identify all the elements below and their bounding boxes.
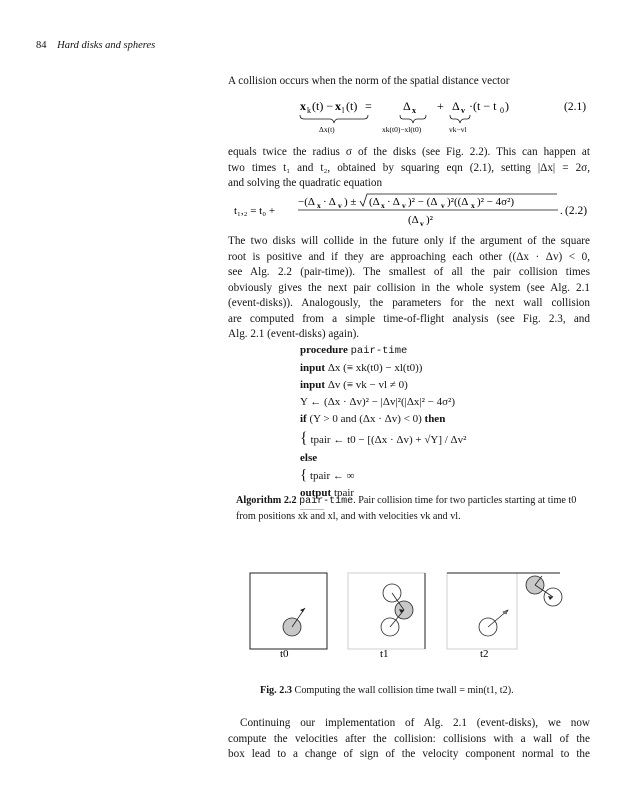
box-t0	[250, 573, 327, 649]
figure-2-3	[240, 560, 590, 660]
paragraph-1	[228, 145, 590, 192]
svg-text:(t) −: (t) −	[312, 99, 334, 113]
alg-caption-text: Pair collision time for two particles starting at time t0 from positions xk and xl, and with velocities vk and vl.	[236, 495, 577, 522]
eq21-equals: =	[365, 99, 372, 113]
alg-caption-label: Algorithm 2.2	[236, 495, 297, 506]
svg-text:)² − 4σ²): )² − 4σ²)	[477, 196, 515, 208]
alg-input-2: input Δv (≡ vk − vl ≠ 0)	[300, 379, 408, 391]
svg-text:)²: )²	[426, 214, 433, 226]
eq21-number: (2.1)	[564, 101, 587, 113]
algorithm-caption: Algorithm 2.2 pair-time. Pair collision time for two particles starting at time t0 from positions xk and xl, and with velocities vk and vl.	[236, 495, 577, 522]
running-title: Hard disks and spheres	[57, 40, 156, 51]
alg-else-body: { tpair ← ∞	[300, 467, 355, 483]
svg-text:)²((Δ: )²((Δ	[447, 196, 469, 208]
svg-text:·(t − t: ·(t − t	[469, 99, 497, 113]
svg-text:v: v	[338, 201, 342, 210]
svg-text:l: l	[342, 106, 345, 115]
equation-2-1	[228, 96, 590, 136]
svg-text:x: x	[412, 106, 416, 115]
page-number: 84	[36, 40, 47, 51]
panel-label-t1: t1	[380, 648, 389, 660]
svg-text:): )	[505, 99, 509, 113]
svg-text:x: x	[471, 201, 475, 210]
svg-text:+: +	[437, 99, 444, 113]
paragraph-3-line: compute the velocities after the collision: collisions with a wall of the	[228, 732, 590, 745]
svg-text:x: x	[335, 99, 341, 113]
alg-output-line: output tpair	[300, 487, 355, 499]
eq22-lhs: t₁,₂ = t₀ +	[234, 205, 276, 217]
eq21-underbrace-1	[300, 115, 368, 123]
svg-text:(Δ: (Δ	[408, 214, 419, 226]
svg-text:(Δ: (Δ	[369, 196, 380, 208]
panel-label-t0: t0	[280, 648, 289, 660]
svg-text:Δ: Δ	[452, 99, 460, 113]
eq22-number: (2.2)	[565, 205, 588, 217]
svg-text:k: k	[307, 106, 311, 115]
alg-else-line: else	[300, 452, 318, 464]
paragraph-1-line: and solving the quadratic equation	[228, 177, 383, 189]
paragraph-3-line: Continuing our implementation of Alg. 2.1 (event-disks), we now	[240, 717, 590, 729]
alg-upsilon: Υ ← (Δx · Δv)² − |Δv|²(|Δx|² − 4σ²)	[300, 396, 455, 408]
alg-then-body: { tpair ← t0 − [(Δx · Δv) + √Υ] / Δv²	[300, 430, 467, 447]
algorithm-pair-time	[300, 342, 466, 510]
intro-text: A collision occurs when the norm of the spatial distance vector	[228, 75, 510, 87]
eq21-underbrace-2	[400, 115, 426, 123]
paragraph-2-line: The two disks will collide in the future only if the argument of the square	[228, 235, 590, 247]
panel-label-t2: t2	[480, 648, 489, 660]
paragraph-2-line: root is positive and if they are approaching each other ((Δx · Δv) < 0,	[228, 250, 590, 263]
paragraph-3	[228, 716, 590, 763]
svg-text:.: .	[560, 205, 563, 217]
paragraph-2-line: are computed from a simple time-of-flight analysis (see Fig. 2.3, and	[228, 312, 590, 325]
svg-text:)² − (Δ: )² − (Δ	[408, 196, 438, 208]
paragraph-3-line: box lead to a change of sign of the velocity component normal to the	[228, 748, 590, 760]
running-header	[36, 40, 155, 51]
paragraph-2-line: obviously gives the next pair collision in the whole system (see Alg. 2.1	[228, 281, 590, 294]
figure-caption	[260, 684, 590, 699]
svg-text:x: x	[317, 201, 321, 210]
paragraph-2-line: see Alg. 2.2 (pair-time)). The smallest of all the pair collision times	[228, 266, 590, 278]
fig-caption-text: Computing the wall collision time twall = min(t1, t2).	[294, 685, 514, 696]
svg-text:v: v	[420, 219, 424, 228]
paragraph-2	[228, 234, 590, 343]
svg-text:v: v	[402, 201, 406, 210]
fig-caption-label: Fig. 2.3	[260, 685, 292, 696]
alg-caption-name: pair-time	[299, 496, 354, 507]
svg-text:v: v	[441, 201, 445, 210]
eq21-underbrace-3	[450, 115, 470, 123]
svg-text:· Δ: · Δ	[387, 196, 400, 208]
alg-if-line: if (Υ > 0 and (Δx · Δv) < 0) then	[300, 413, 446, 425]
paragraph-2-line: Alg. 2.1 (event-disks) again).	[228, 328, 360, 340]
eq21-brace-label-1: Δx(t)	[319, 125, 335, 134]
equation-2-1-render	[228, 96, 590, 136]
eq21-brace-label-3: vk−vl	[449, 125, 467, 134]
equation-2-2-render	[228, 192, 590, 228]
alg-procedure-name: pair-time	[350, 345, 408, 357]
figure-2-3-render	[240, 560, 590, 660]
svg-text:(t): (t)	[346, 99, 358, 113]
svg-text:) ±: ) ±	[344, 196, 357, 208]
paragraph-2-line: (event-disks)). Analogously, the parameters for the next wall collision	[228, 297, 590, 309]
svg-text:· Δ: · Δ	[323, 196, 336, 208]
eq21-lhs-xk: x	[300, 99, 306, 113]
eq21-brace-label-2: xk(t0)−xl(t0)	[382, 125, 422, 134]
paragraph-1-line: equals twice the radius σ of the disks (see Fig. 2.2). This can happen at	[228, 146, 590, 158]
svg-text:−(Δ: −(Δ	[298, 196, 315, 208]
svg-text:Δ: Δ	[403, 99, 411, 113]
svg-text:v: v	[461, 106, 465, 115]
box-t1	[348, 573, 425, 649]
alg-input-1: input Δx (≡ xk(t0) − xl(t0))	[300, 362, 423, 374]
svg-text:0: 0	[500, 106, 504, 115]
svg-text:x: x	[381, 201, 385, 210]
equation-2-2	[228, 192, 590, 228]
paragraph-1-line: two times t₁ and t₂, obtained by squaring eqn (2.1), setting |Δx| = 2σ,	[228, 161, 590, 174]
alg-procedure-line: procedure pair-time	[300, 344, 408, 357]
